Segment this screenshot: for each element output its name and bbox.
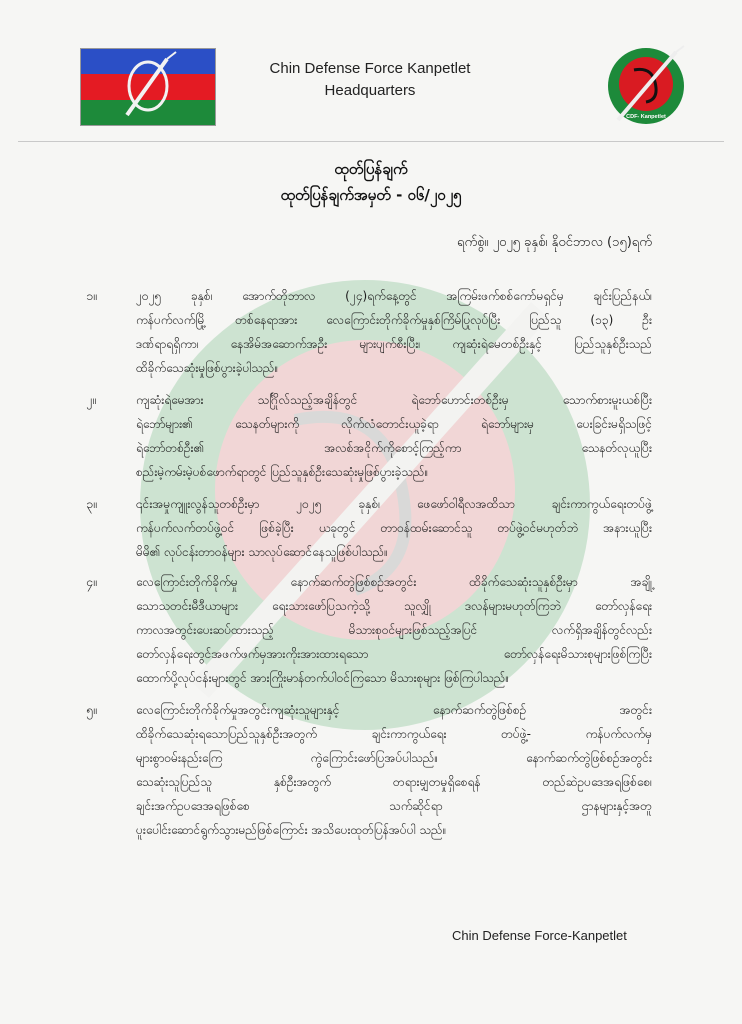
notice-number: ထုတ်ပြန်ချက်အမှတ် - ၀၆/၂၀၂၅ (280, 186, 462, 204)
header-organization (250, 58, 490, 102)
paragraph-line: ဒဏ်ရာရရှိကာ၊ နေအိမ်အဆောက်အဦး များပျက်စီးပြီး၊ ကျဆုံးရဲမေတစ်ဦးနှင့် ပြည်သူနှစ်ဦးသည် (136, 337, 652, 351)
paragraph-line: ၂၀၂၅ ခုနှစ်၊ အောက်တိုဘာလ (၂၄)ရက်နေ့တွင် အကြမ်းဖက်စစ်ကော်မရှင်မှ ချင်းပြည်နယ်၊ (136, 289, 652, 303)
header-divider (18, 141, 724, 142)
paragraph-line: သေဆုံးသူပြည်သူ နှစ်ဦးအတွက် တရားမျှတမှုရှိစေရန် တည်ဆဲဥပဒေအရဖြစ်စေ၊ (136, 775, 652, 789)
paragraph-line: ၎င်းအမှုကျူးလွန်သူတစ်ဦးမှာ ၂၀၂၅ ခုနှစ်၊ ဖေဖော်ဝါရီလအထိသာ ချင်းကာကွယ်ရေးတပ်ဖွဲ့ (136, 497, 652, 511)
paragraph-number: ၃။ (86, 496, 97, 511)
notice-title: ထုတ်ပြန်ချက် (334, 160, 408, 178)
paragraph-number: ၂။ (86, 392, 96, 407)
paragraph-number: ၄။ (86, 574, 97, 589)
cdf-logo (604, 44, 688, 128)
paragraph-line: မိမိ၏ လုပ်ငန်းတာဝန်များ သာလုပ်ဆောင်နေသူဖြစ်ပါသည်။ (136, 545, 388, 559)
paragraph-line: ကန်ပက်လက်မြို့ တစ်နေရာအား လေကြောင်းတိုက်ခိုက်မှုနှစ်ကြိမ်ပြုလုပ်ပြီး ပြည်သူ (၁၃) ဦး (136, 313, 652, 327)
paragraph-line: ထိခိုက်သေဆုံးမှုဖြစ်ပွားခဲ့ပါသည်။ (136, 361, 279, 375)
paragraph-line: ပူးပေါင်းဆောင်ရွက်သွားမည်ဖြစ်ကြောင်း အသိပေးထုတ်ပြန်အပ်ပါ သည်။ (136, 823, 447, 837)
paragraph-line: ရဲဘော်များ၏ သေနတ်များကို လိုက်လံတောင်းယူခဲ့ရာ ရဲဘော်များမှ ပေးခြင်းမရှိသဖြင့် (136, 417, 652, 431)
paragraph-line: များစွာဝမ်းနည်းကြေ ကွဲကြောင်းဖော်ပြအပ်ပါသည်။ နောက်ဆက်တွဲဖြစ်စဉ်အတွင်း (136, 751, 652, 765)
paragraph-line: ကန်ပက်လက်တပ်ဖွဲ့ဝင် ဖြစ်ခဲ့ပြီး ယခုတွင် တာဝန်ထမ်းဆောင်သူ တပ်ဖွဲ့ဝင်မဟုတ်ဘဲ အနားယူပြီး (136, 521, 652, 535)
org-name: Chin Defense Force Kanpetlet (269, 60, 471, 77)
paragraph-line: လေကြောင်းတိုက်ခိုက်မှု နောက်ဆက်တွဲဖြစ်စဉ်အတွင်း ထိခိုက်သေဆုံးသူနှစ်ဦးမှာ အချို့ (136, 575, 652, 589)
paragraph-line: ကာလအတွင်းပေးဆပ်ထားသည့် မိသားစုဝင်များဖြစ်သည့်အပြင် လက်ရှိအချိန်တွင်လည်း (136, 623, 652, 637)
paragraph-line: တော်လှန်ရေးတွင်အဖက်ဖက်မှအားကိုးအားထားရသော တော်လှန်ရေးမိသားစုများဖြစ်ကြပြီး (136, 647, 652, 661)
org-unit: Headquarters (324, 82, 416, 99)
paragraph-line: စည်းမဲ့ကမ်းမဲ့ပစ်ဖောက်ရာတွင် ပြည်သူနှစ်ဦးသေဆုံးမှုဖြစ်ပွားခဲ့သည်။ (136, 465, 429, 479)
paragraph-line: ထောက်ပို့လုပ်ငန်းများတွင် အားကြိုးမာန်တက်ပါဝင်ကြသော မိသားစုများ ဖြစ်ကြပါသည်။ (136, 671, 510, 685)
paragraph-line: ကျဆုံးရဲမေအား သင်္ဂြိုလ်သည့်အချိန်တွင် ရဲဘော်ဟောင်းတစ်ဦးမှ သောက်စားမူးယစ်ပြီး (136, 393, 652, 407)
flag-image (80, 48, 216, 126)
paragraph-number: ၅။ (86, 702, 97, 717)
paragraph-line: ချင်းအက်ဥပဒေအရဖြစ်စေ သက်ဆိုင်ရာ ဌာနများနှင့်အတူ (136, 799, 652, 813)
signature: Chin Defense Force-Kanpetlet (452, 928, 627, 943)
paragraph-line: သောသတင်းမီဒီယာများ ရေးသားဖော်ပြသကဲ့သို့ သူလျှို ဒလန်များမဟုတ်ကြဘဲ တော်လှန်ရေး (136, 599, 652, 613)
paragraph-line: ထိခိုက်သေဆုံးရသောပြည်သူနှစ်ဦးအတွက် ချင်းကာကွယ်ရေး တပ်ဖွဲ့- ကန်ပက်လက်မှ (136, 727, 652, 741)
paragraph-line: ရဲဘော်တစ်ဦး၏ အလစ်အငိုက်ကိုစောင့်ကြည့်ကာ သေနတ်လုယူပြီး (136, 441, 652, 455)
paragraph-line: လေကြောင်းတိုက်ခိုက်မှုအတွင်းကျဆုံးသူများနှင့် နောက်ဆက်တွဲဖြစ်စဉ် အတွင်း (136, 703, 652, 717)
svg-text:CDF- Kanpetlet: CDF- Kanpetlet (626, 114, 666, 120)
notice-date: ရက်စွဲ။ ၂၀၂၅ ခုနှစ်၊ နိုဝင်ဘာလ (၁၅)ရက် (457, 235, 652, 250)
paragraph-number: ၁။ (86, 288, 97, 303)
